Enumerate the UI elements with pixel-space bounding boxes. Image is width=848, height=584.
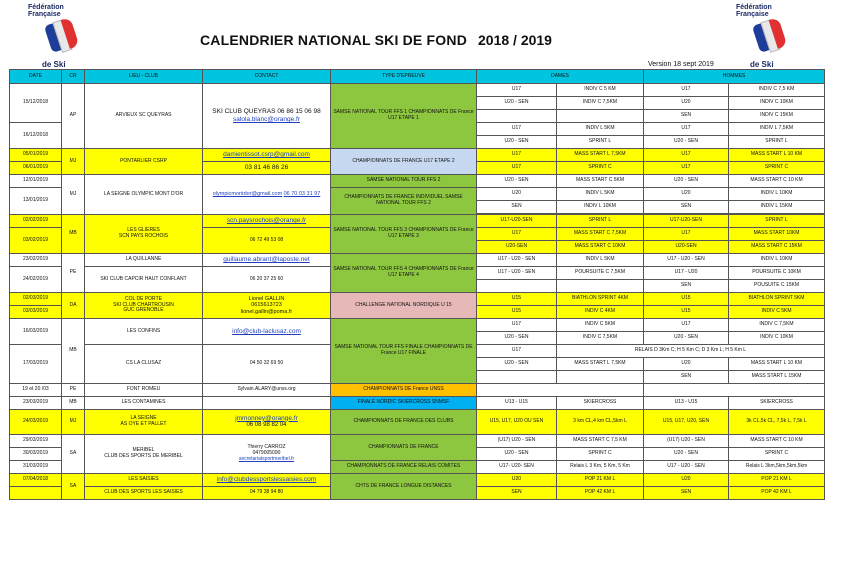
contact-email[interactable]: info@clubdessportslessaisies.com [216,476,317,484]
cell: U15 [644,293,729,306]
table-row [10,397,825,410]
cell: U17-U20-SEN [477,215,557,228]
cr-cell: MB [62,215,85,254]
cell: U15 [477,306,557,319]
cell: INDIV C 7,5KM [557,97,644,110]
type-cell: CHAMPIONNATS DE FRANCE DES CLUBS [331,410,477,435]
col-date: DATE [10,70,62,84]
cell: U17-U20-SEN [644,215,729,228]
contact-email[interactable]: lionel.gallin@poma.fr [240,308,293,315]
lieu-cell: LA QUILLANNE [85,254,203,267]
cr-cell: DA [62,293,85,319]
lieu-line: GUC GRENOBLE [123,307,164,314]
table-row [10,254,825,267]
cell: INDIV L 7,5KM [729,123,825,136]
table-row [10,215,825,228]
date-cell: 12/01/2019 [10,175,62,188]
cell: U20 [644,474,729,487]
cell: POUSUITE C 15KM [729,280,825,293]
cell: U20 - SEN [644,448,729,461]
table-row [10,293,825,306]
cell: U17 [477,319,557,332]
lieu-line: LA SEIGNE [130,415,157,422]
cell: U13 - U15 [477,397,557,410]
cell: U20-SEN [477,241,557,254]
cell: U20 [644,97,729,110]
date-cell [10,487,62,500]
cell: U17 - U20 - SEN [477,254,557,267]
lieu-cell: LA SEIGNE OLYMPIC MONT D'OR [85,175,203,215]
cell: U17 [644,149,729,162]
cell: U17 [644,162,729,175]
contact-cell: 06 20 37 25 60 [203,267,331,293]
cell: U17 - U20 [644,267,729,280]
cell: U20 - SEN [477,448,557,461]
contact-email[interactable]: damientissot.csrp@gmail.com [223,151,310,159]
cr-cell: SA [62,474,85,500]
contact-email[interactable]: info@club-laclusaz.com [232,327,301,335]
logo-bottom-text: de Ski [750,60,774,69]
contact-phone: 06 08 98 82 04 [246,422,287,429]
cell: SPRINT C [729,162,825,175]
lieu-cell [85,293,203,319]
cell: MASS START C 7,5KM [557,228,644,241]
lieu-cell: FONT ROMEU [85,384,203,397]
contact-cell [203,319,331,345]
cell [557,280,644,293]
cell: INDIV L 10KM [729,254,825,267]
cell: U17 - U20 - SEN [644,461,729,474]
cell: SEN [644,110,729,123]
cell: U17 [477,84,557,97]
type-cell: SAMSE NATIONAL TOUR FFS 1 CHAMPIONNATS DE France U17 ETAPE 1 [331,84,477,149]
contact-text: Lionel GALLIN [248,296,285,303]
header-row [10,70,825,84]
table-row [10,384,825,397]
cell: INDIV C 7,5KM [557,332,644,345]
cell: SPRINT L [557,215,644,228]
cell: POURSUITE C 10KM [729,267,825,280]
date-cell: 05/01/2019 [10,149,62,162]
col-lieu: LIEU - CLUB [85,70,203,84]
date-cell: 30/03/2019 [10,448,62,461]
cell: U17 [477,162,557,175]
cell: MASS START C 10 KM [729,435,825,448]
cell: (U17) U20 - SEN [477,435,557,448]
contact-cell: 06 72 49 53 08 [203,228,331,254]
cr-cell: MB [62,319,85,384]
logo-top-text: Fédération Française [736,4,772,18]
cell: U15, U17, U20 OU SEN [477,410,557,435]
page-title: CALENDRIER NATIONAL SKI DE FOND [200,32,468,48]
type-cell: CHAMPIONNATS DE France UNSS [331,384,477,397]
col-cr: CR [62,70,85,84]
date-cell: 06/01/2019 [10,162,62,175]
cell: U15, U17, U20, SEN [644,410,729,435]
type-cell: SAMSE NATIONAL TOUR FFS FINALE CHAMPIONNATS DE France U17 FINALE [331,319,477,384]
cell: INDIV L 10KM [557,201,644,214]
cell: U20-SEN [644,241,729,254]
table-row [10,84,825,97]
contact-cell [203,215,331,228]
cell [477,110,557,123]
cell: U20 - SEN [644,175,729,188]
cell: INDIV L 5KM [557,123,644,136]
date-cell: 24/02/2019 [10,267,62,293]
cell: U20 - SEN [644,332,729,345]
lieu-line: AS OYE ET PALLET [120,421,167,427]
cell: SEN [644,487,729,500]
date-cell: 07/04/2018 [10,474,62,487]
lieu-cell: CLUB DES SPORTS LES SAISIES [85,487,203,500]
cell: BIATHLON SPRINT 4KM [557,293,644,306]
cr-cell: MB [62,397,85,410]
lieu-cell: SKI CLUB CAPCIR HAUT CONFLANT [85,267,203,293]
cr-cell: MJ [62,149,85,175]
contact-email[interactable]: secretariatsportmeribel.fr [238,455,295,462]
table-row [10,474,825,487]
lieu-line: COL DE PORTE [125,295,162,302]
cell: U20 - SEN [477,358,557,371]
type-cell: CHTS DE FRANCE LONGUE DISTANCES [331,474,477,500]
contact-cell [203,149,331,162]
lieu-line: CLUB DES SPORTS DE MERIBEL [104,453,183,459]
contact-cell [203,254,331,267]
lieu-cell [85,435,203,474]
lieu-cell [85,410,203,435]
cell: INDIV C 5 KM [557,84,644,97]
cell: U17 [644,123,729,136]
cell: POP 42 KM L [557,487,644,500]
season-label: 2018 / 2019 [478,32,552,48]
date-cell: 16/12/2018 [10,123,62,149]
table-row [10,410,825,435]
cell [477,371,557,384]
cr-cell: MJ [62,410,85,435]
cell: SPRINT C [557,162,644,175]
cell: INDIV C 10KM [729,97,825,110]
cell: U17 [477,123,557,136]
lieu-line: SCN PAYS ROCHOIS [118,233,169,239]
type-cell: CHAMPIONNATS DE FRANCE U17 ETAPE 2 [331,149,477,175]
date-cell: 29/03/2019 [10,435,62,448]
contact-text: Thierry CARROZ [247,444,286,451]
cell: INDIV C 5KM [557,319,644,332]
cell: INDIV L 15KM [729,201,825,214]
date-cell: 17/03/2019 [10,345,62,384]
cell: INDIV C 4KM [557,306,644,319]
cell: POURSUITE C 7,5KM [557,267,644,280]
cell: SPRINT C [557,448,644,461]
contact-cell [203,474,331,487]
type-cell: SAMSE NATIONAL TOUR FFS 3 CHAMPIONNATS DE France U17 ETAPE 3 [331,215,477,254]
contact-email[interactable]: jmmonney@orange.fr [235,414,298,422]
cell: Relais L 3km,5km,5km,5km [729,461,825,474]
version-label: Version 18 sept 2019 [648,61,714,68]
cell: POP 21 KM L [729,474,825,487]
date-cell: 03/02/2019 [10,228,62,254]
ffs-logo [736,4,792,70]
type-cell: CHALLENGE NATIONAL NORDIQUE U 15 [331,293,477,319]
cell: U20 [644,188,729,201]
cell: MASS START 10KM [729,228,825,241]
cell: U17 [644,84,729,97]
cell: INDIV L 5KM [557,254,644,267]
col-contact: CONTACT [203,70,331,84]
type-cell: CHAMPIONNATS DE FRANCE [331,435,477,461]
cell: U20 - SEN [477,332,557,345]
lieu-line: LES GLIERES [127,227,160,234]
cell: 3k CL,5k CL, 7,5k L, 7,5k L [729,410,825,435]
cell: MASS START C 10KM [557,241,644,254]
contact-phone: 0615613723 [251,302,282,309]
date-cell: 19 et 20 /03 [10,384,62,397]
cell: INDIV C 15KM [729,110,825,123]
cell: U17 [477,149,557,162]
cell: SEN [644,371,729,384]
cell: INDIV C 7,5 KM [729,84,825,97]
cell: SEN [477,487,557,500]
contact-email[interactable]: olympicmontdor@gmail.com [212,191,283,198]
date-cell: 13/01/2019 [10,188,62,215]
table-row [10,175,825,188]
cell: BIATHLON SPRINT 5KM [729,293,825,306]
cell: SEN [477,201,557,214]
cell: 3 km CL,4 km CL,5km L [557,410,644,435]
cell: U17 - U20 - SEN [477,267,557,280]
cell: SPRINT L [729,215,825,228]
table-row [10,149,825,162]
cell: U20 - SEN [477,97,557,110]
col-dames: DAMES [477,70,644,84]
date-cell: 16/03/2019 [10,319,62,345]
cell: MASS START C 10 KM [729,175,825,188]
logo-bottom-text: de Ski [42,60,66,69]
contact-cell [203,175,331,215]
cell: U17 [644,228,729,241]
lieu-line: SKI CLUB CHARTROUSIN [113,301,174,308]
cell: U15 [644,306,729,319]
type-cell: FINALE NORDIC SKIERCROSS SNMSF [331,397,477,410]
cell: MASS START L 15KM [729,371,825,384]
lieu-cell: LES SAISIES [85,474,203,487]
cr-cell: PE [62,254,85,293]
contact-cell [203,84,331,149]
lieu-line: MERIBEL [132,447,155,454]
contact-phone: 06 70 03 31 97 [283,191,321,198]
lieu-cell: CS LA CLUSAZ [85,345,203,384]
contact-cell: 04 79 38 94 80 [203,487,331,500]
contact-cell [203,435,331,474]
cell: U13 - U15 [644,397,729,410]
cell [644,384,825,397]
date-cell: 03/03/2019 [10,306,62,319]
cell: U20 [644,358,729,371]
cell [477,280,557,293]
cell: U17 - U20 - SEN [644,254,729,267]
contact-text: SKI CLUB QUEYRAS 06 86 15 06 98 [212,108,321,116]
cell: MASS START C 5KM [557,175,644,188]
cell: Relais L 3 Km, 5 Km, 5 Km [557,461,644,474]
contact-cell: 04 50 32 69 50 [203,345,331,384]
cell: INDIV L 10KM [729,188,825,201]
cell: SKIERCROSS [557,397,644,410]
cell: POP 21 KM L [557,474,644,487]
cell: U17 [477,228,557,241]
cell [557,110,644,123]
cell: RELAIS D 3Km C; H 5 Km C; D 3 Km L; H 5 Km L [557,345,825,358]
type-cell: SAMSE NATIONAL TOUR FFS 4 CHAMPIONNATS DE France U17 ETAPE 4 [331,254,477,293]
ffs-logo [28,4,84,70]
cell: POP 42 KM L [729,487,825,500]
contact-email[interactable]: salola.blanc@orange.fr [233,116,300,123]
cell: (U17) U20 - SEN [644,435,729,448]
cr-cell: PE [62,384,85,397]
cell: U17- U20- SEN [477,461,557,474]
cell: MASS START L 7,5KM [557,358,644,371]
date-cell: 02/03/2019 [10,293,62,306]
cell: INDIV C 7,5KM [729,319,825,332]
cell [477,384,644,397]
cell: SEN [644,280,729,293]
cell: MASS START C 7,5 KM [557,435,644,448]
cell: SPRINT L [729,136,825,149]
cell: U20 [477,188,557,201]
contact-phone: 03 81 46 86 26 [244,164,289,172]
lieu-cell [85,215,203,254]
contact-cell: Sylvain.ALARY@unss.org [203,384,331,397]
cell: INDIV C 10KM [729,332,825,345]
cell: SEN [644,201,729,214]
date-cell: 15/12/2018 [10,84,62,123]
cell [557,371,644,384]
date-cell: 24/03/2019 [10,410,62,435]
contact-email[interactable]: guillaume.abrant@laposte.net [223,256,310,264]
cell: MASS START L 10 KM [729,358,825,371]
date-cell: 02/02/2019 [10,215,62,228]
lieu-cell: LES CONFINS [85,319,203,345]
cr-cell: SA [62,435,85,474]
contact-email[interactable]: scn.paysrochois@orange.fr [226,217,307,225]
contact-cell [203,410,331,435]
col-type: TYPE D'EPREUVE [331,70,477,84]
date-cell: 31/03/2019 [10,461,62,474]
cell: U17 [477,345,557,358]
cell: MASS START L 7,5KM [557,149,644,162]
cell: MASS START C 15KM [729,241,825,254]
cr-cell: MJ [62,175,85,215]
cell: U17 [644,319,729,332]
table-row [10,319,825,332]
date-cell: 23/03/2019 [10,397,62,410]
cell: SPRINT C [729,448,825,461]
cell: INDIV C 5KM [729,306,825,319]
type-cell: CHAMPIONNATS DE FRANCE RELAIS COMITES [331,461,477,474]
contact-phone: 0479005090 [252,450,281,457]
cell: U20 [477,474,557,487]
lieu-cell: ARVIEUX SC QUEYRAS [85,84,203,149]
type-cell: CHAMPIONNATS DE FRANCE INDIVIDUEL SAMSE NATIONAL TOUR FFS 2 [331,188,477,215]
cr-cell: AP [62,84,85,149]
contact-cell [203,397,331,410]
cell: INDIV L 5KM [557,188,644,201]
calendar-table [9,69,825,500]
cell: SKIERCROSS [729,397,825,410]
cell: U15 [477,293,557,306]
contact-cell [203,162,331,175]
lieu-cell: PONTARLIER CSRP [85,149,203,175]
date-cell: 23/02/2019 [10,254,62,267]
contact-cell [203,293,331,319]
type-cell: SAMSE NATIONAL TOUR FFS 2 [331,175,477,188]
cell: SPRINT L [557,136,644,149]
cell: U20 - SEN [644,136,729,149]
logo-top-text: Fédération Française [28,4,64,18]
cell: U20 - SEN [477,175,557,188]
table-row [10,435,825,448]
lieu-cell: LES CONTAMINES [85,397,203,410]
cell: U20 - SEN [477,136,557,149]
col-hommes: HOMMES [644,70,825,84]
cell: MASS START L 10 KM [729,149,825,162]
